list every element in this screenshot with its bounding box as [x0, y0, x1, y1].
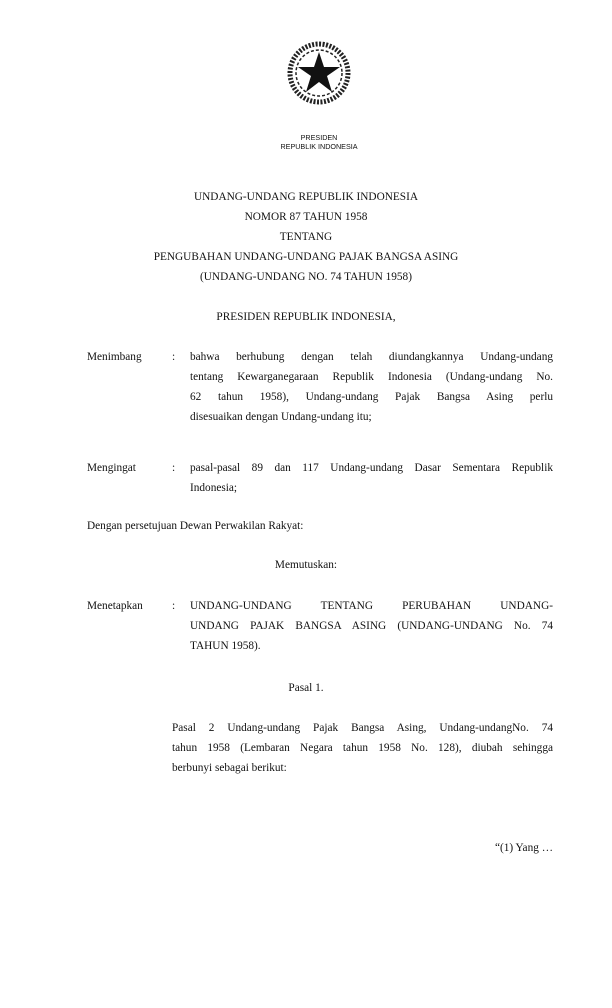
text-line: pasal-pasal 89 dan 117 Undang-undang Dasar Sementara Republik: [190, 462, 553, 474]
menetapkan-label: Menetapkan: [87, 600, 143, 612]
text-line: disesuaikan dengan Undang-undang itu;: [190, 411, 372, 423]
pasal-1-text: [172, 718, 553, 778]
text-line: Pasal 2 Undang-undang Pajak Bangsa Asing, Undang-undangNo. 74: [172, 722, 553, 734]
document-title: [0, 187, 612, 287]
mengingat-text: [190, 458, 553, 498]
page-continuation: “(1) Yang …: [494, 842, 553, 854]
colon: :: [172, 462, 176, 474]
title-line: NOMOR 87 TAHUN 1958: [244, 211, 368, 223]
memutuskan-heading: Memutuskan:: [274, 559, 338, 571]
menimbang-text: [190, 347, 553, 427]
text-line: Indonesia;: [190, 482, 238, 494]
title-line: (UNDANG-UNDANG NO. 74 TAHUN 1958): [200, 271, 412, 283]
title-line: TENTANG: [279, 231, 333, 243]
colon: :: [172, 600, 176, 612]
colon: :: [172, 351, 176, 363]
seal-line-2: REPUBLIK INDONESIA: [280, 142, 358, 151]
pasal-1-heading: Pasal 1.: [288, 682, 324, 694]
title-line: PENGUBAHAN UNDANG-UNDANG PAJAK BANGSA ASING: [153, 251, 459, 263]
mengingat-label: Mengingat: [87, 462, 136, 474]
title-line: UNDANG-UNDANG REPUBLIK INDONESIA: [193, 191, 419, 203]
seal-caption: [0, 133, 612, 151]
text-line: tentang Kewarganegaraan Republik Indonesia (Undang-undang No.: [190, 371, 553, 383]
text-line: UNDANG-UNDANG TENTANG PERUBAHAN UNDANG-: [190, 600, 553, 612]
text-line: UNDANG PAJAK BANGSA ASING (UNDANG-UNDANG No. 74: [190, 620, 553, 632]
president-heading: PRESIDEN REPUBLIK INDONESIA,: [216, 311, 396, 323]
garuda-seal-emblem-icon: [286, 40, 352, 106]
persetujuan-text: Dengan persetujuan Dewan Perwakilan Rakyat:: [87, 520, 304, 532]
text-line: berbunyi sebagai berikut:: [172, 762, 287, 774]
text-line: TAHUN 1958).: [190, 640, 261, 652]
menimbang-label: Menimbang: [87, 351, 142, 363]
text-line: bahwa berhubung dengan telah diundangkannya Undang-undang: [190, 351, 553, 363]
seal-line-1: PRESIDEN: [300, 133, 338, 142]
menetapkan-text: [190, 596, 553, 656]
text-line: 62 tahun 1958), Undang-undang Pajak Bangsa Asing perlu: [190, 391, 553, 403]
text-line: tahun 1958 (Lembaran Negara tahun 1958 No. 128), diubah sehingga: [172, 742, 553, 754]
